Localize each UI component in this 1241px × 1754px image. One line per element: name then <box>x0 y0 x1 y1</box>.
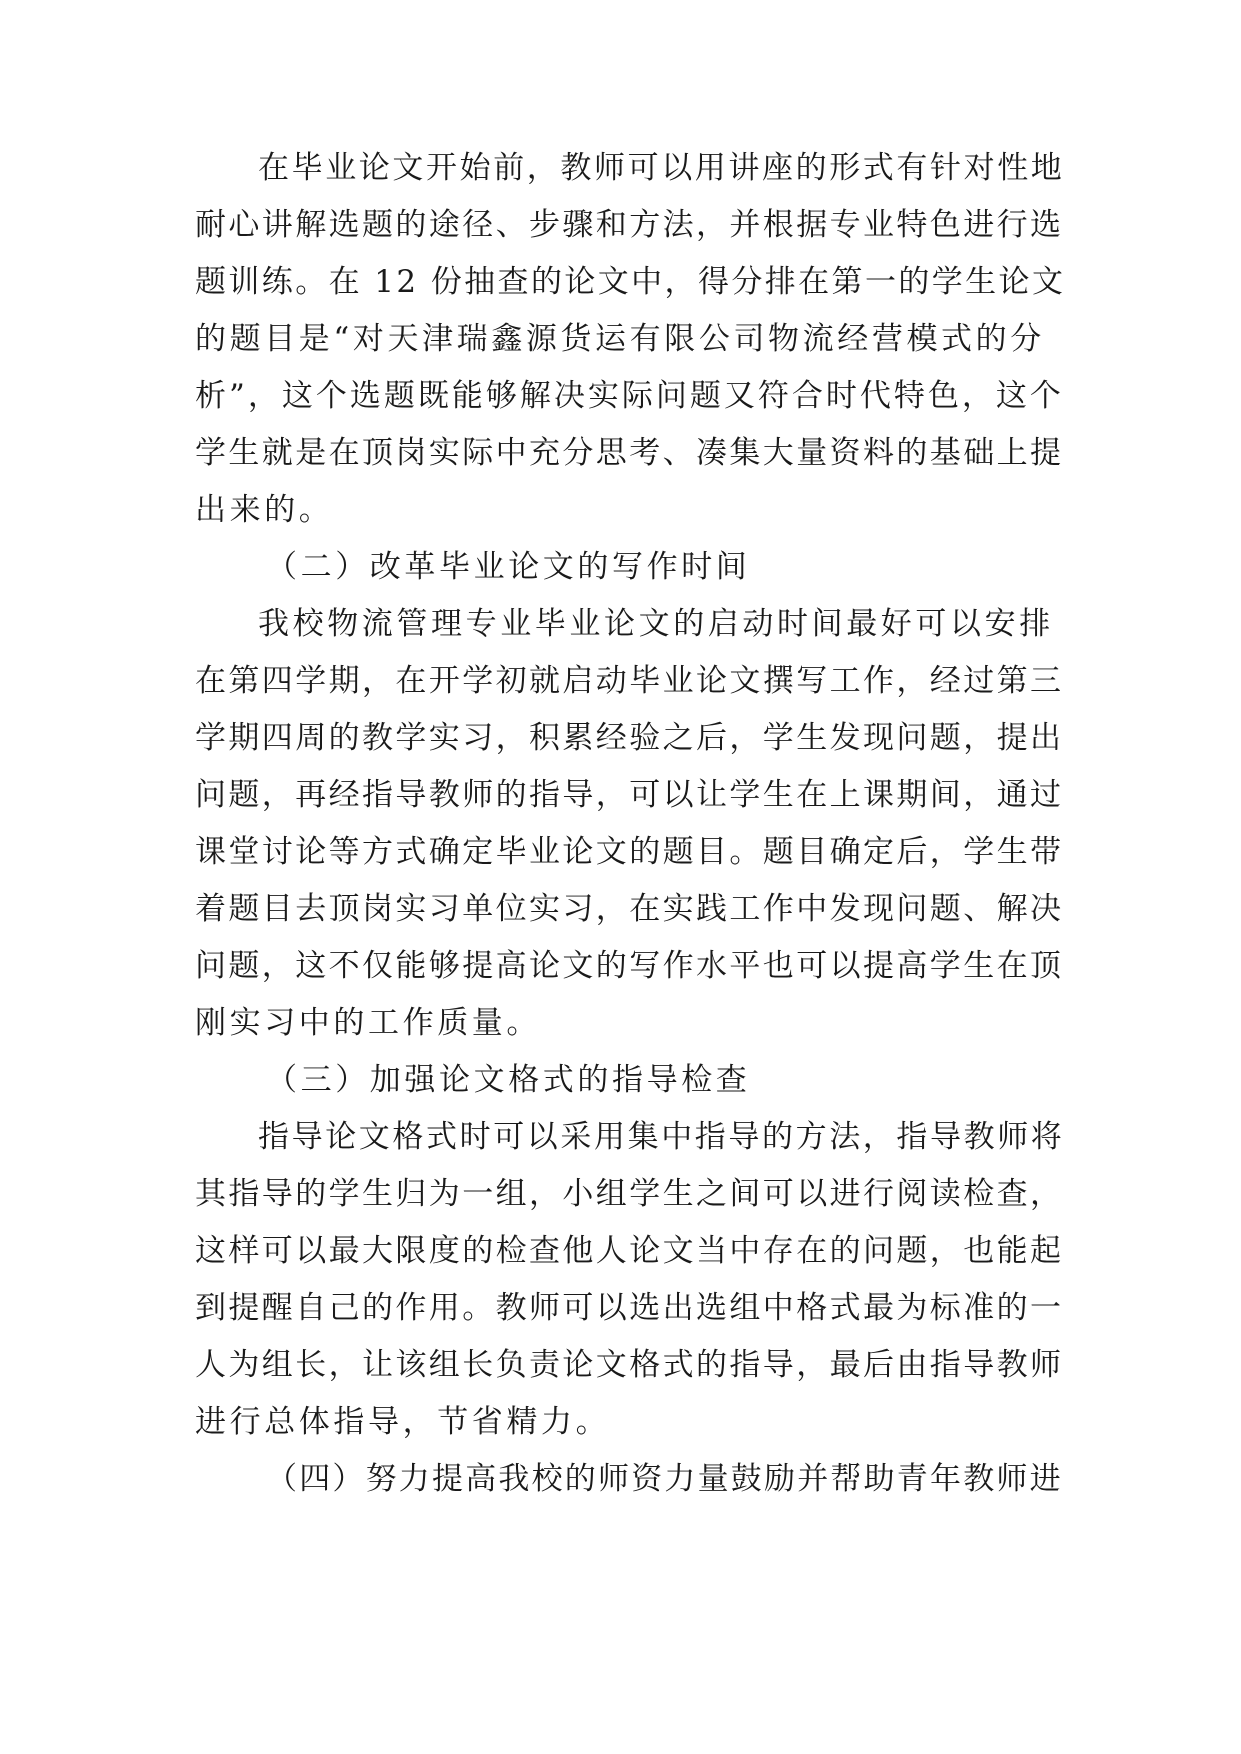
paragraph-line: 刚实习中的工作质量。 <box>195 1005 541 1041</box>
paragraph-line: 学生就是在顶岗实际中充分思考、凑集大量资料的基础上提 <box>195 435 1064 471</box>
section-heading: （四）努力提高我校的师资力量鼓励并帮助青年教师进 <box>266 1461 1063 1497</box>
paragraph-line: 在第四学期，在开学初就启动毕业论文撰写工作，经过第三 <box>195 663 1064 699</box>
paragraph-line: 问题，再经指导教师的指导，可以让学生在上课期间，通过 <box>195 777 1064 813</box>
paragraph-line: 的题目是“对天津瑞鑫源货运有限公司物流经营模式的分 <box>195 321 1045 357</box>
paragraph-line: 课堂讨论等方式确定毕业论文的题目。题目确定后，学生带 <box>195 834 1064 870</box>
paragraph-line: 在毕业论文开始前，教师可以用讲座的形式有针对性地 <box>258 150 1065 186</box>
paragraph-line: 指导论文格式时可以采用集中指导的方法，指导教师将 <box>258 1119 1065 1155</box>
paragraph-line: 着题目去顶岗实习单位实习，在实践工作中发现问题、解决 <box>195 891 1064 927</box>
paragraph-line: 问题，这不仅能够提高论文的写作水平也可以提高学生在顶 <box>195 948 1064 984</box>
paragraph-line: 题训练。在 12 份抽查的论文中，得分排在第一的学生论文 <box>195 264 1066 300</box>
paragraph-line: 出来的。 <box>195 492 334 528</box>
paragraph-line: 耐心讲解选题的途径、步骤和方法，并根据专业特色进行选 <box>195 207 1064 243</box>
paragraph-line: 我校物流管理专业毕业论文的启动时间最好可以安排 <box>258 606 1054 642</box>
paragraph-line: 析”，这个选题既能够解决实际问题又符合时代特色，这个 <box>195 378 1064 414</box>
section-heading: （三）加强论文格式的指导检查 <box>266 1062 751 1098</box>
section-heading: （二）改革毕业论文的写作时间 <box>266 549 751 585</box>
paragraph-line: 进行总体指导，节省精力。 <box>195 1404 611 1440</box>
paragraph-line: 这样可以最大限度的检查他人论文当中存在的问题，也能起 <box>195 1233 1064 1269</box>
paragraph-line: 人为组长，让该组长负责论文格式的指导，最后由指导教师 <box>195 1347 1064 1383</box>
paragraph-line: 其指导的学生归为一组，小组学生之间可以进行阅读检查， <box>195 1176 1064 1212</box>
paragraph-line: 到提醒自己的作用。教师可以选出选组中格式最为标准的一 <box>195 1290 1064 1326</box>
paragraph-line: 学期四周的教学实习，积累经验之后，学生发现问题，提出 <box>195 720 1064 756</box>
